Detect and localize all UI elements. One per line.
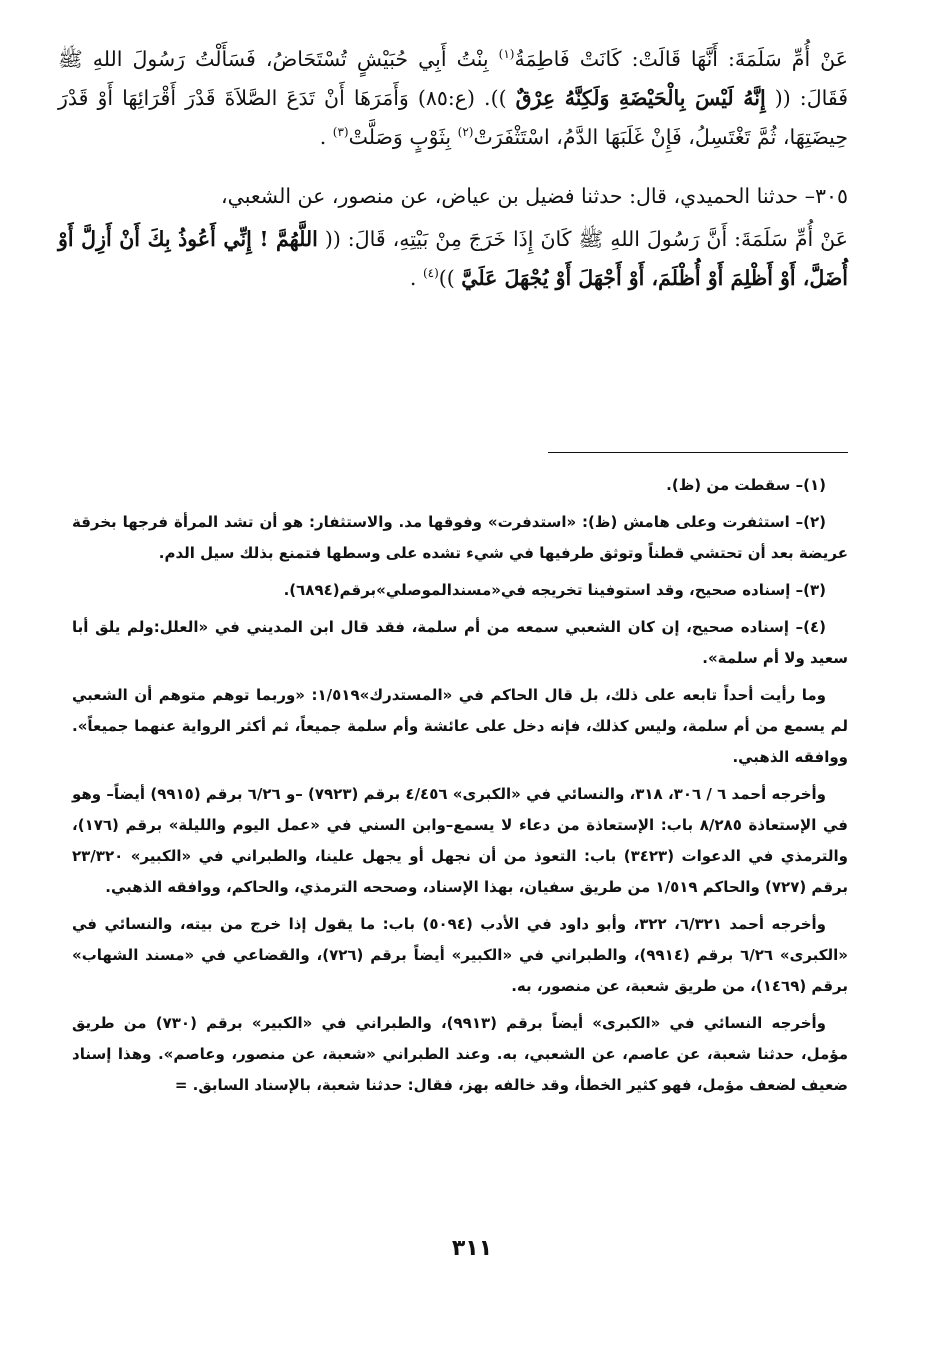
hadith-304-part3: )). (ع:٨٥) وَأَمَرَهَا أَنْ تَدَعَ الصَّلاَةَ قَدْرَ أَقْرَائِهَا أَوْ قَدْرَ حِيضَتِهَا، ثُمَّ تَغْتَسِلُ، فَإِنْ غَلَبَهَا الدَّمُ، اسْتَثْفَرَتْ: [58, 86, 848, 149]
footnote-1: (١)– سقطت من (ظ).: [666, 476, 826, 494]
hadith-304-part4: بِثَوْبٍ وَصَلَّتْ: [348, 125, 458, 149]
footnote-4-continuation-3: وأخرجه أحمد ٦/٣٢١، ٣٢٢، وأبو داود في الأدب (٥٠٩٤) باب: ما يقول إذا خرج من بيته، والنسائي في «الكبرى» ٦/٢٦ برقم (٩٩١٤)، والطبراني في «الكبير» أيضاً برقم (٧٢٦)، والقضاعي في «مسند الشهاب» برقم (١٤٦٩)، من طريق شعبة، عن منصور، به.: [72, 915, 848, 995]
footnote-ref-1: (١): [498, 47, 515, 62]
footnote-4-continuation-1: وما رأيت أحداً تابعه على ذلك، بل قال الحاكم في «المستدرك»١/٥١٩: «وربما توهم متوهم أن الشعبي لم يسمع من أم سلمة، وليس كذلك، فإنه دخل على عائشة وأم سلمة جميعاً، ثم أكثر الرواية عنهما جميعاً». ووافقه الذهبي.: [72, 686, 848, 766]
hadith-304-part1: عَنْ أُمِّ سَلَمَةَ: أَنَّهَا قَالَتْ: كَانَتْ فَاطِمَةُ: [514, 47, 848, 71]
main-text-block: [58, 40, 848, 318]
footnote-4: (٤)– إسناده صحيح، إن كان الشعبي سمعه من أم سلمة، فقد قال ابن المديني في «العلل:ولم يلق أبا سعيد ولا أم سلمة».: [72, 618, 848, 667]
hadith-305-part2: )): [438, 266, 462, 290]
hadith-304-part5: .: [319, 125, 333, 149]
footnote-separator: [548, 452, 848, 453]
footnote-2: (٢)– استثفرت وعلى هامش (ظ): «استدفرت» وفوقها مد. والاستثفار: هو أن تشد المرأة فرجها بخرقة عريضة بعد أن تحتشي قطناً وتوثق طرفيها في شيء تشده على وسطها فتمنع بذلك سيل الدم.: [72, 513, 848, 562]
footnote-3: (٣)– إسناده صحيح، وقد استوفينا تخريجه في«مسندالموصلي»برقم(٦٨٩٤).: [283, 581, 826, 599]
hadith-305-dua: اللَّهُمَّ ! إِنِّي أَعُوذُ بِكَ أَنْ أَزِلَّ أَوْ أُضَلَّ، أَوْ أَظْلِمَ أَوْ أُظْلَمَ، أَوْ أَجْهَلَ أَوْ يُجْهَلَ عَلَيَّ: [58, 227, 848, 290]
hadith-305-isnad: ٣٠٥– حدثنا الحميدي، قال: حدثنا فضيل بن عياض، عن منصور، عن الشعبي،: [221, 184, 848, 208]
footnote-4-continuation-4: وأخرجه النسائي في «الكبرى» أيضاً برقم (٩٩١٣)، والطبراني في «الكبير» برقم (٧٣٠) من طريق مؤمل، حدثنا شعبة، عن عاصم، عن الشعبي، به. وعند الطبراني «شعبة، عن منصور، وعاصم». وهذا إسناد ضعيف لضعف مؤمل، فهو كثير الخطأ، وقد خالفه بهز، فقال: حدثنا شعبة، بالإسناد السابق. =: [72, 1014, 848, 1094]
footnote-4-continuation-2: وأخرجه أحمد ٦ / ٣٠٦، ٣١٨، والنسائي في «الكبرى» ٤/٤٥٦ برقم (٧٩٢٣) –و ٦/٢٦ برقم (٩٩١٥) أيضاً– وهو في الإستعاذة ٨/٢٨٥ باب: الإستعاذة من دعاء لا يسمع–وابن السني في «عمل اليوم والليلة» برقم (١٧٦)، والترمذي في الدعوات (٣٤٢٣) باب: التعوذ من أن نجهل أو يجهل علينا، والطبراني في «الكبير» ٢٣/٣٢٠ برقم (٧٢٧) والحاكم ١/٥١٩ من طريق سفيان، بهذا الإسناد، وصححه الترمذي، والحاكم، ووافقه الذهبي.: [72, 785, 848, 896]
hadith-305-part3: .: [409, 266, 423, 290]
hadith-305-text: [58, 220, 848, 298]
hadith-305-part1: عَنْ أُمِّ سَلَمَةَ: أَنَّ رَسُولَ اللهِ ﷺ كَانَ إِذَا خَرَجَ مِنْ بَيْتِهِ، قَالَ: ((: [317, 227, 849, 251]
page-number: ٣١١: [451, 1236, 493, 1261]
footnote-ref-2: (٢): [457, 125, 474, 140]
footnote-ref-3: (٣): [332, 125, 349, 140]
footnotes-block: [72, 470, 848, 1107]
hadith-304-prophet-words: إِنَّهُ لَيْسَ بِالْحَيْضَةِ وَلَكِنَّهُ عِرْقٌ: [515, 86, 766, 110]
hadith-304-text: [58, 40, 848, 157]
hadith-304-part2: بِنْتُ أَبِي حُبَيْشٍ تُسْتَحَاضُ، فَسَأَلْتُ رَسُولَ اللهِ ﷺ فَقَالَ: ((: [58, 47, 848, 110]
footnote-ref-4: (٤): [422, 266, 439, 281]
